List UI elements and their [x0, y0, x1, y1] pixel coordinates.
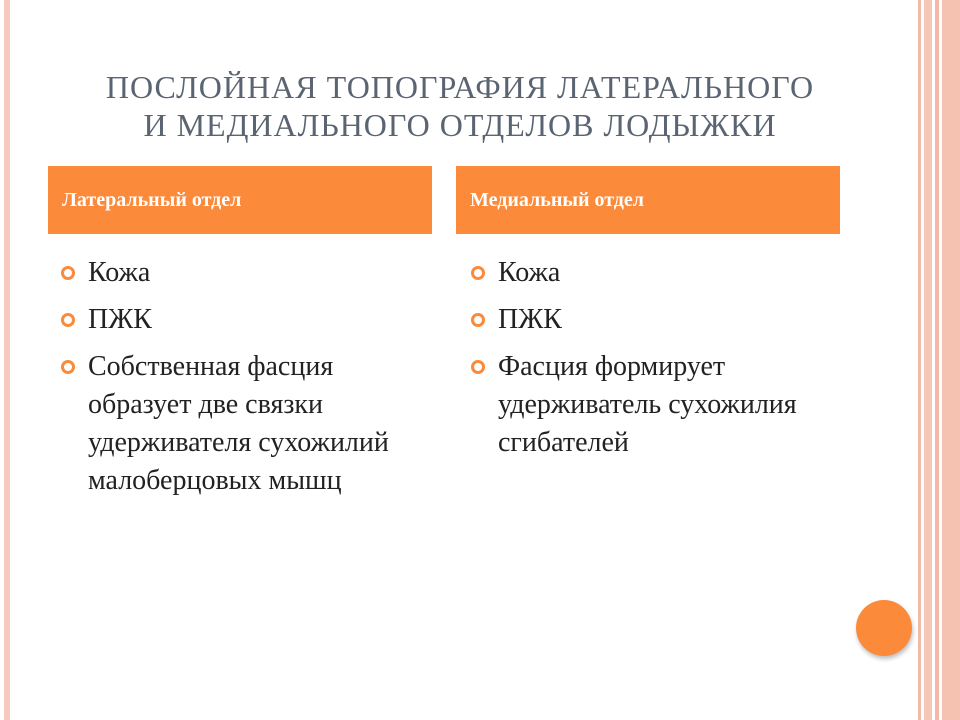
circle-bullet-icon	[61, 360, 75, 374]
list-item	[468, 254, 838, 292]
left-border-decoration	[4, 0, 10, 720]
list-item-text: Фасция формирует удерживатель сухожилия сгибателей	[498, 351, 797, 458]
medial-layers-list	[468, 254, 838, 471]
list-item	[468, 348, 838, 462]
circle-bullet-icon	[471, 313, 485, 327]
right-stripe-decoration	[918, 0, 921, 720]
circle-bullet-icon	[471, 266, 485, 280]
list-item	[468, 301, 838, 339]
slide-title	[30, 68, 890, 144]
slide-title-line: И МЕДИАЛЬНОГО ОТДЕЛОВ ЛОДЫЖКИ	[143, 107, 777, 143]
list-item	[58, 348, 428, 500]
list-item-text: ПЖК	[88, 304, 152, 335]
right-stripe-decoration	[924, 0, 932, 720]
list-item	[58, 301, 428, 339]
list-item-text: Кожа	[88, 257, 151, 288]
circle-bullet-icon	[61, 313, 75, 327]
list-item-text: Собственная фасция образует две связки удерживателя сухожилий малоберцовых мышц	[88, 351, 389, 496]
slide-title-line: ПОСЛОЙНАЯ ТОПОГРАФИЯ ЛАТЕРАЛЬНОГО	[105, 69, 815, 105]
circle-bullet-icon	[61, 266, 75, 280]
list-item-text: Кожа	[498, 257, 561, 288]
orange-circle-icon[interactable]	[856, 600, 912, 656]
right-stripe-decoration	[942, 0, 960, 720]
circle-bullet-icon	[471, 360, 485, 374]
list-item	[58, 254, 428, 292]
right-stripe-decoration	[935, 0, 939, 720]
lateral-layers-list	[58, 254, 428, 509]
column-header-lateral: Латеральный отдел	[48, 166, 432, 234]
column-header-medial: Медиальный отдел	[456, 166, 840, 234]
list-item-text: ПЖК	[498, 304, 562, 335]
